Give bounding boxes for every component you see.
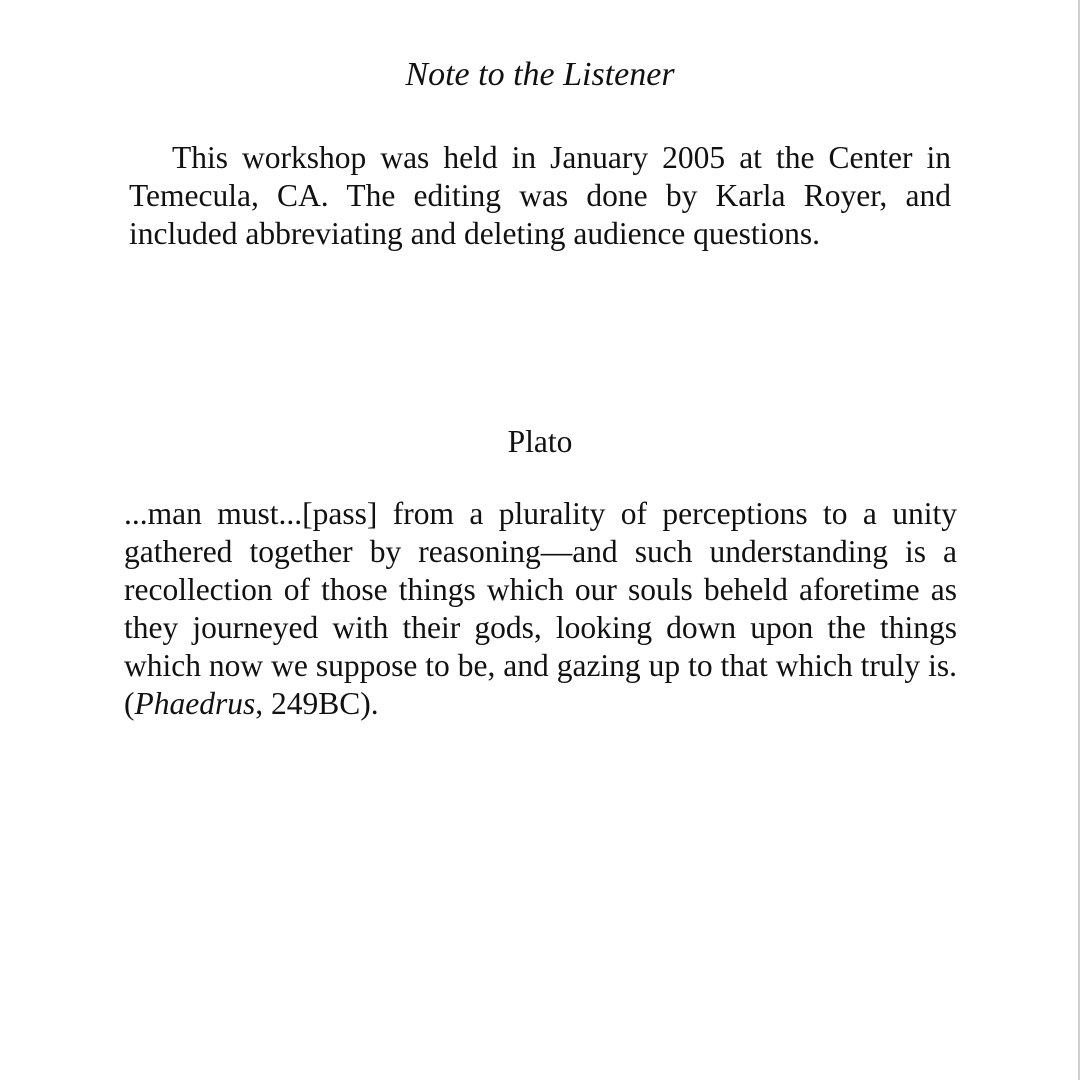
- citation-reference: , 249BC).: [255, 686, 379, 721]
- quote-paragraph: [124, 495, 957, 723]
- quote-heading: Plato: [507, 424, 573, 459]
- note-title: Note to the Listener: [405, 56, 675, 93]
- note-paragraph: This workshop was held in January 2005 at the Center in Temecula, CA. The editing was done by Karla Royer, and included abbreviating and deleting audience questions.: [129, 140, 951, 251]
- citation-open: (: [124, 686, 135, 721]
- quote-text: ...man must...[pass] from a plurality of perceptions to a unity gathered together by reasoning—and such understanding is a recollection of those things which our souls beheld aforetime as they journeyed with their gods, looking down upon the things which now we suppose to be, and gazing up to that which truly is.: [124, 496, 957, 683]
- citation-title: Phaedrus: [134, 686, 256, 721]
